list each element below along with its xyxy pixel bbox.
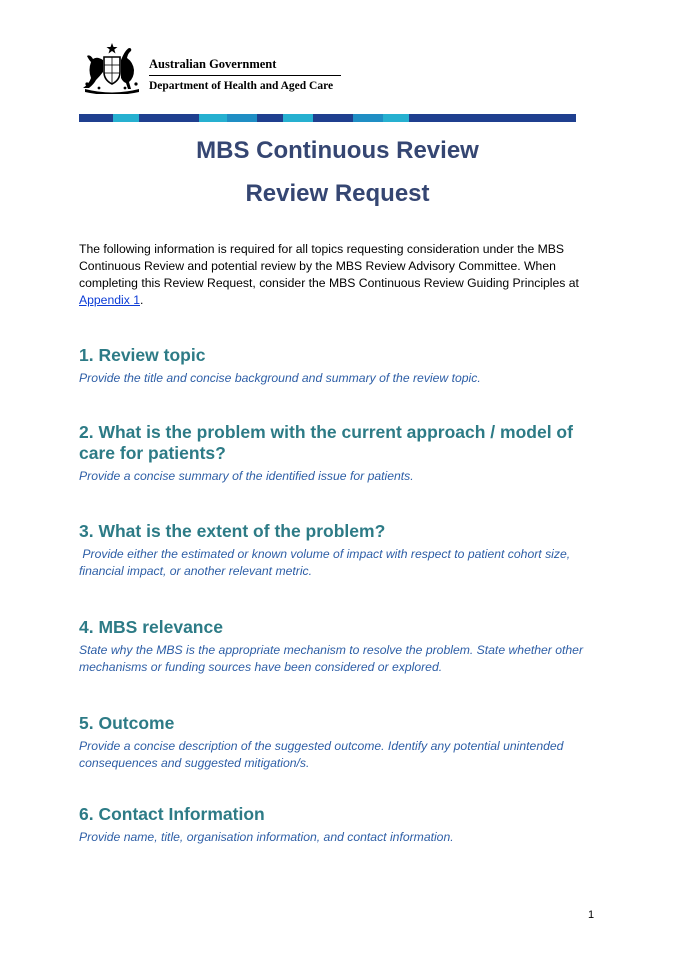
section-problem <box>79 422 604 485</box>
section-instruction: Provide a concise description of the suggested outcome. Identify any potential unintended consequences and suggested mitigation/s. <box>79 739 564 770</box>
stripe-segment <box>257 114 283 122</box>
section-heading: 3. What is the extent of the problem? <box>79 521 386 541</box>
section-heading: 5. Outcome <box>79 713 175 733</box>
appendix-link[interactable]: Appendix 1 <box>79 293 140 307</box>
document-subtitle: Review Request <box>245 180 430 207</box>
government-name: Australian Government <box>149 56 341 76</box>
stripe-segment <box>113 114 139 122</box>
section-extent <box>79 521 604 580</box>
section-instruction: Provide the title and concise background and summary of the review topic. <box>79 371 481 385</box>
stripe-segment <box>169 114 199 122</box>
stripe-segment <box>313 114 353 122</box>
section-heading: 6. Contact Information <box>79 804 265 824</box>
section-heading: 4. MBS relevance <box>79 617 223 637</box>
coat-of-arms-icon <box>79 42 143 94</box>
page-number: 1 <box>588 909 595 921</box>
section-heading: 2. What is the problem with the current approach / model of care for patients? <box>79 422 573 463</box>
department-name: Department of Health and Aged Care <box>149 80 334 92</box>
stripe-segment <box>353 114 383 122</box>
header-color-stripe <box>79 114 596 122</box>
stripe-segment <box>139 114 169 122</box>
stripe-segment <box>79 114 113 122</box>
stripe-segment <box>283 114 313 122</box>
section-review-topic <box>79 345 604 387</box>
section-instruction: Provide a concise summary of the identified issue for patients. <box>79 469 414 483</box>
section-contact-information <box>79 804 604 846</box>
section-mbs-relevance <box>79 617 604 676</box>
stripe-segment <box>409 114 489 122</box>
government-header <box>79 42 349 100</box>
section-heading: 1. Review topic <box>79 345 206 365</box>
intro-text: The following information is required for all topics requesting consideration under the MBS Continuous Review and potential review by the MBS Review Advisory Committee. When completing this Review Request, consider the MBS Continuous Review Guiding Principles at <box>79 242 579 290</box>
stripe-segment <box>199 114 227 122</box>
intro-paragraph <box>79 241 604 309</box>
section-instruction: State why the MBS is the appropriate mechanism to resolve the problem. State whether other mechanisms or funding sources have been considered or explored. <box>79 643 584 674</box>
section-outcome <box>79 713 604 772</box>
section-instruction: Provide either the estimated or known volume of impact with respect to patient cohort size, financial impact, or another relevant metric. <box>79 547 574 578</box>
section-instruction: Provide name, title, organisation information, and contact information. <box>79 830 454 844</box>
stripe-segment <box>383 114 409 122</box>
intro-suffix: . <box>140 293 144 307</box>
stripe-segment <box>227 114 257 122</box>
stripe-segment <box>489 114 576 122</box>
document-title: MBS Continuous Review <box>196 137 479 164</box>
government-wordmark <box>149 56 341 93</box>
